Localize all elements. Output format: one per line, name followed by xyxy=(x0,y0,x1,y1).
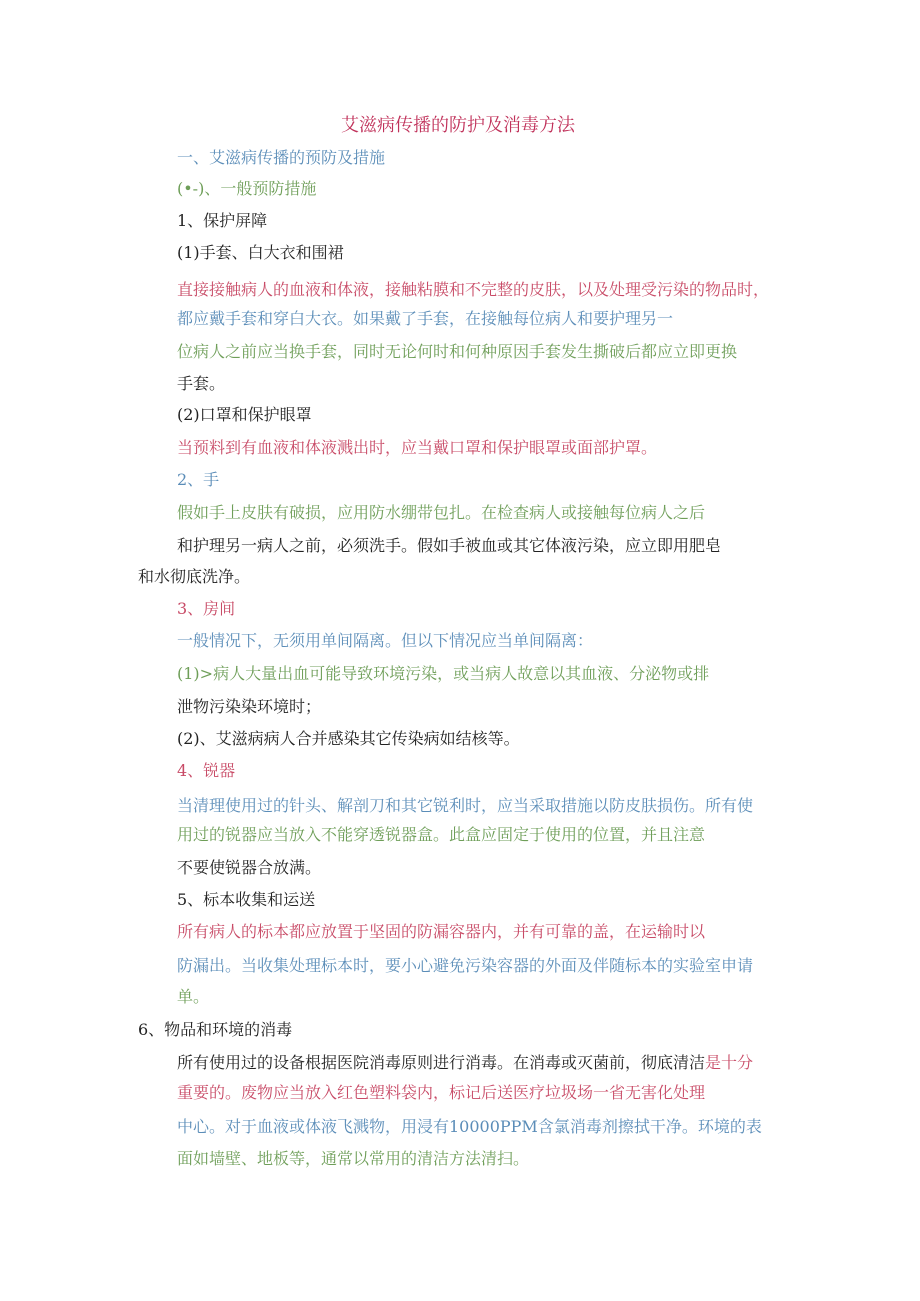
paragraph-line: 不要使锐器合放满。 xyxy=(177,858,322,877)
paragraph-line: 一般情况下，无须用单间隔离。但以下情况应当单间隔离： xyxy=(177,631,594,650)
paragraph-line: 单。 xyxy=(177,987,210,1006)
item-heading-1: 1、保护屏障 xyxy=(177,211,268,230)
item-heading-2: 2、手 xyxy=(177,470,220,489)
subsection-heading: (•-)、一般预防措施 xyxy=(177,179,317,198)
paragraph-line: 泄物污染染环境时； xyxy=(177,697,322,716)
item-heading-3: 3、房间 xyxy=(177,599,236,618)
paragraph-line: 所有病人的标本都应放置于坚固的防漏容器内，并有可靠的盖，在运输时以 xyxy=(177,922,706,941)
paragraph-line: 当预料到有血液和体液溅出时，应当戴口罩和保护眼罩或面部护罩。 xyxy=(177,438,658,457)
paragraph-line: 用过的锐器应当放入不能穿透锐器盒。此盒应固定于使用的位置，并且注意 xyxy=(177,825,706,844)
paragraph-line: 和水彻底洗净。 xyxy=(138,567,251,586)
item-heading-4: 4、锐器 xyxy=(177,761,236,780)
paragraph-segment-highlight: 是十分 xyxy=(705,1053,754,1072)
paragraph-line: 都应戴手套和穿白大衣。如果戴了手套，在接触每位病人和要护理另一 xyxy=(177,309,674,328)
item-heading-6: 6、物品和环境的消毒 xyxy=(138,1020,293,1039)
paragraph-line: 和护理另一病人之前，必须洗手。假如手被血或其它体液污染，应立即用肥皂 xyxy=(177,536,722,555)
paragraph-line: 面如墙壁、地板等，通常以常用的清洁方法清扫。 xyxy=(177,1149,530,1168)
paragraph-line: 手套。 xyxy=(177,374,226,393)
sub-heading-mask: (2)口罩和保护眼罩 xyxy=(177,405,312,424)
paragraph-line: (1)>病人大量出血可能导致环境污染，或当病人故意以其血液、分泌物或排 xyxy=(177,664,710,683)
paragraph-line: 假如手上皮肤有破损，应用防水绷带包扎。在检查病人或接触每位病人之后 xyxy=(177,503,706,522)
paragraph-line xyxy=(177,1052,753,1074)
paragraph-line: 中心。对于血液或体液飞溅物，用浸有10000PPM含氯消毒剂擦拭干净。环境的表 xyxy=(177,1117,762,1136)
document-title: 艾滋病传播的防护及消毒方法 xyxy=(341,115,575,136)
section-heading: 一、艾滋病传播的预防及措施 xyxy=(177,148,386,167)
paragraph-segment: 所有使用过的设备根据医院消毒原则进行消毒。在消毒或灭菌前，彻底清洁 xyxy=(177,1053,706,1072)
paragraph-line: 位病人之前应当换手套，同时无论何时和何种原因手套发生撕破后都应立即更换 xyxy=(177,342,738,361)
item-heading-5: 5、标本收集和运送 xyxy=(177,890,316,909)
paragraph-line: 当清理使用过的针头、解剖刀和其它锐利时，应当采取措施以防皮肤损伤。所有使 xyxy=(177,796,754,815)
paragraph-line: 重要的。废物应当放入红色塑料袋内，标记后送医疗垃圾场一省无害化处理 xyxy=(177,1083,706,1102)
paragraph-line: 防漏出。当收集处理标本时，要小心避免污染容器的外面及伴随标本的实验室申请 xyxy=(177,956,754,975)
sub-heading-gloves: (1)手套、白大衣和围裙 xyxy=(177,243,344,262)
paragraph-line: 直接接触病人的血液和体液，接触粘膜和不完整的皮肤，以及处理受污染的物品时， xyxy=(177,280,770,299)
paragraph-line: (2)、艾滋病病人合并感染其它传染病如结核等。 xyxy=(177,729,520,748)
